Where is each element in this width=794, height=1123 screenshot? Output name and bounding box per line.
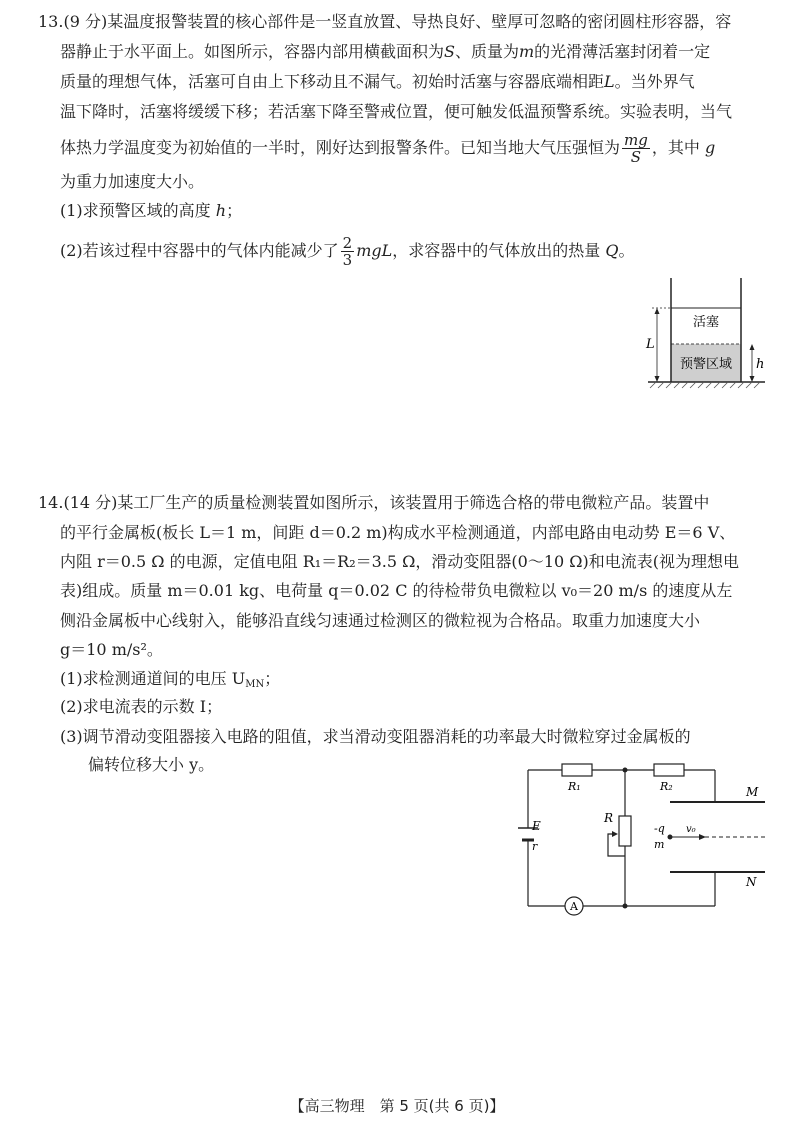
q13-text-2a: 器静止于水平面上。如图所示，容器内部用横截面积为 [60,42,445,61]
q13-text-4: 温下降时，活塞将缓缓下移；若活塞下降至警戒位置，便可触发低温预警系统。实验表明，当气 [60,102,733,121]
label-R: R [604,811,614,825]
energy-fraction: $\frac{2}{3}$ [342,234,353,269]
circuit-figure [510,760,770,920]
q14-sub3: (3)调节滑动变阻器接入电路的阻值，求当滑动变阻器消耗的功率最大时微粒穿过金属板的 [60,727,691,746]
container-figure [640,272,775,394]
q14-text-1: 某工厂生产的质量检测装置如图所示，该装置用于筛选合格的带电微粒产品。装置中 [117,493,710,512]
q14-sub1: (1)求检测通道间的电压 $U_{MN}$； [60,669,281,690]
label-h: h [756,357,765,372]
q13-text-5a: 体热力学温度变为初始值的一半时，刚好达到报警条件。已知当地大气压强恒为 [60,138,621,157]
label-L: L [646,337,655,352]
rheostat-R [619,816,631,846]
q13-sub2: (2)若该过程中容器中的气体内能减少了 $\frac{2}{3}$ mgL，求容器中的气体放出的热量 Q。 [60,234,635,269]
q13-text-3b: 。当外界气 [614,72,695,91]
symbol-S: S [444,42,455,61]
q13-line-3 [60,72,790,92]
q13-text-3a: 质量的理想气体，活塞可自由上下移动且不漏气。初始时活塞与容器底端相距 [60,72,605,91]
q13-line-4 [60,102,790,122]
label-piston: 活塞 [692,315,720,330]
q14-line-4: 表)组成。质量 m＝0.01 kg、电荷量 q＝0.02 C 的待检带负电微粒以 v₀＝20 m/s 的速度从左 [60,581,733,600]
q14-sub2: (2)求电流表的示数 I； [60,697,223,716]
page-footer: 【高三物理 第 5 页(共 6 页)】 [289,1097,505,1115]
q14-score: (14 分) [63,493,118,512]
q14-line-5: 侧沿金属板中心线射入，能够沿直线匀速通过检测区的微粒视为合格品。取重力加速度大小 [60,611,701,630]
label-alarm: 预警区域 [679,357,733,372]
q13-sub1: (1)求预警区域的高度 h； [60,201,243,220]
q13-score: (9 分) [63,12,108,31]
q13-text-6: 为重力加速度大小。 [60,172,205,191]
resistor-R1 [562,764,592,776]
q13-line-1 [38,12,768,32]
label-R2: R₂ [660,780,673,793]
label-R1: R₁ [568,780,581,793]
q14-line-2: 的平行金属板(板长 L＝1 m，间距 d＝0.2 m)构成水平检测通道，内部电路由电动势 E＝6 V、 [60,523,736,542]
q13-text-1: 某温度报警装置的核心部件是一竖直放置、导热良好、壁厚可忽略的密闭圆柱形容器，容 [107,12,732,31]
q14-line-6: g＝10 m/s²。 [60,640,163,659]
q13-text-2c: 的光滑薄活塞封闭着一定 [534,42,711,61]
symbol-Q: Q [605,241,619,260]
q14-sub3-cont: 偏转位移大小 y。 [88,755,215,774]
particle [668,835,673,840]
q13-line-5 [60,132,790,165]
q14-number: 14. [38,493,64,512]
q13-text-5b: ，其中 [651,138,700,157]
symbol-h: h [215,201,227,220]
label-v0: v₀ [686,824,696,835]
label-N: N [746,875,757,889]
label-charge: -q [654,822,665,835]
symbol-L: L [604,72,615,91]
q13-text-2b: 、质量为 [454,42,519,61]
label-mass: m [654,838,665,851]
label-M: M [746,785,759,799]
symbol-m: m [519,42,535,61]
velocity-arrow [699,834,706,840]
ground-hatch [650,382,760,388]
ammeter-label: A [570,900,578,913]
q14-line-1 [38,493,768,513]
q13-line-6 [60,172,790,192]
pressure-fraction: $\frac{mg}{S}$ [624,131,648,166]
q13-line-2 [60,42,790,62]
label-r: r [532,840,538,853]
symbol-g: g [704,138,716,157]
label-E: E [532,819,541,833]
q13-number: 13. [38,12,64,31]
resistor-R2 [654,764,684,776]
q14-line-3: 内阻 r＝0.5 Ω 的电源，定值电阻 R₁＝R₂＝3.5 Ω，滑动变阻器(0～10 Ω)和电流表(视为理想电 [60,552,740,571]
